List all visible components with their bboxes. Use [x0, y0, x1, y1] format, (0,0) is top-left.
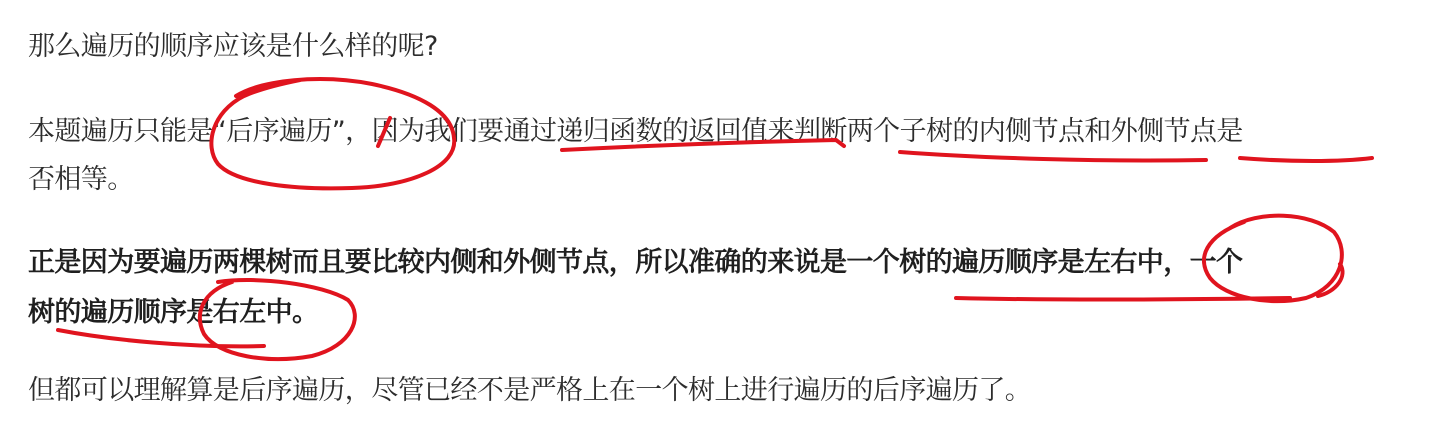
- underline-inner-nodes: [900, 152, 1206, 161]
- underline-outer-nodes: [1240, 158, 1372, 161]
- reason-line-2: 否相等。: [28, 164, 134, 195]
- underline-second-order: [58, 330, 264, 346]
- reason-line-1: 本题遍历只能是“后序遍历”，因为我们要通过递归函数的返回值来判断两个子树的内侧节点和外侧节点是: [28, 116, 1243, 147]
- question-paragraph: 那么遍历的顺序应该是什么样的呢?: [28, 31, 438, 62]
- tail-stroke: [1318, 264, 1343, 296]
- conclusion-paragraph: 但都可以理解算是后序遍历，尽管已经不是严格上在一个树上进行遍历的后序遍历了。: [28, 375, 1032, 406]
- emphasis-line-2: 树的遍历顺序是右左中。: [28, 297, 319, 328]
- underline-traversal-order: [956, 298, 1290, 300]
- emphasis-line-1: 正是因为要遍历两棵树而且要比较内侧和外侧节点，所以准确的来说是一个树的遍历顺序是左右中，一个: [28, 247, 1243, 278]
